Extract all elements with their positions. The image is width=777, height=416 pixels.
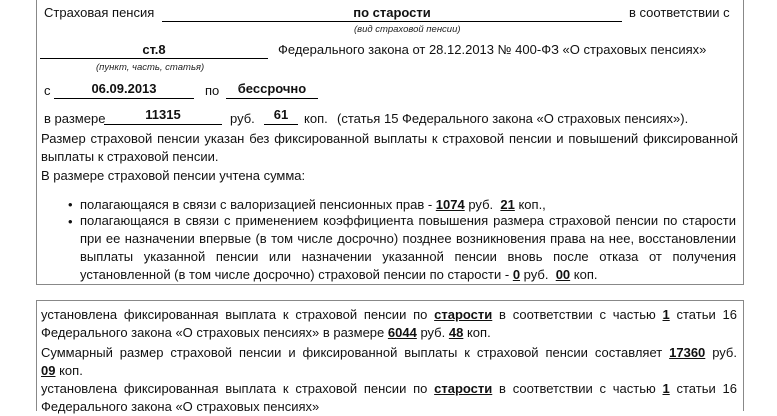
included-sum-heading: В размере страховой пенсии учтена сумма: — [41, 168, 306, 183]
valorization-rub-value: 1074 — [435, 197, 465, 212]
valorization-kop-value: 21 — [500, 197, 515, 212]
coefficient-rub-value: 0 — [512, 267, 521, 282]
from-label: с — [44, 83, 51, 98]
coefficient-kop-value: 00 — [555, 267, 571, 282]
amount-note: (статья 15 Федерального закона «О страховых пенсиях»). — [337, 111, 689, 126]
accordance-label: в соответствии с — [629, 5, 730, 20]
total-rub-value: 17360 — [669, 345, 706, 360]
fixed-payment-kop-value: 48 — [448, 325, 464, 340]
article-value: ст.8 — [142, 42, 166, 57]
date-from-value: 06.09.2013 — [91, 81, 157, 96]
pension-note-paragraph: Размер страховой пенсии указан без фиксированной выплаты к страховой пенсии и повышений фиксированной выплаты к страховой пенсии. — [41, 131, 738, 164]
law-text: Федерального закона от 28.12.2013 № 400-ФЗ «О страховых пенсиях» — [278, 42, 707, 57]
amount-kop-label: коп. — [304, 111, 328, 126]
article-caption: (пункт, часть, статья) — [96, 62, 205, 73]
amount-kop-value: 61 — [273, 107, 289, 122]
amount-kop-underline — [264, 124, 298, 125]
fixed-payment-paragraph-1: установлена фиксированная выплата к страховой пенсии по старости в соответствии с частью 1 статьи 16 Федерального закона «О страховых пенсиях» в размере 6044 руб. 48 коп. — [41, 307, 737, 340]
amount-rub-label: руб. — [230, 111, 255, 126]
pension-kind-underline — [162, 21, 622, 22]
pension-label: Страховая пенсия — [44, 5, 155, 20]
amount-rub-underline — [104, 124, 222, 125]
article-underline — [40, 58, 268, 59]
coefficient-amount-line: установленной (в том числе досрочно) страховой пенсии по старости - 0 руб. 00 коп. — [80, 267, 598, 282]
total-amount-paragraph: Суммарный размер страховой пенсии и фиксированной выплаты к страховой пенсии составляет 17360 руб. 09 коп. — [41, 345, 737, 378]
bullet-dot: • — [68, 214, 73, 229]
to-label: по — [205, 83, 220, 98]
coefficient-paragraph: полагающаяся в связи с применением коэффициента повышения размера страховой пенсии по старости при ее назначении впервые (в том числе досрочно) позднее возникновения права на нее, восстановлении выплаты указанной пенсии или назначении указанной пенсии вновь после отказа от получения установленной (в том числе досрочно) страховой пенсии по старости - 0 руб. 00 коп. — [80, 213, 736, 282]
bullet-dot: • — [68, 197, 73, 212]
fixed-payment-rub-value: 6044 — [387, 325, 417, 340]
date-to-value: бессрочно — [237, 81, 307, 96]
date-from-underline — [54, 98, 194, 99]
date-to-underline — [226, 98, 318, 99]
valorization-line: полагающаяся в связи с валоризацией пенсионных прав - 1074 руб. 21 коп., — [80, 197, 546, 212]
pension-kind-value: по старости — [353, 5, 431, 20]
amount-rub-value: 11315 — [145, 107, 181, 122]
pension-kind-caption: (вид страховой пенсии) — [354, 24, 461, 35]
total-kop-value: 09 — [41, 363, 56, 378]
fixed-payment-paragraph-2: установлена фиксированная выплата к страховой пенсии по старости в соответствии с частью 1 статьи 16 Федерального закона «О страховых пенсиях» — [41, 381, 737, 414]
amount-label: в размере — [44, 111, 106, 126]
